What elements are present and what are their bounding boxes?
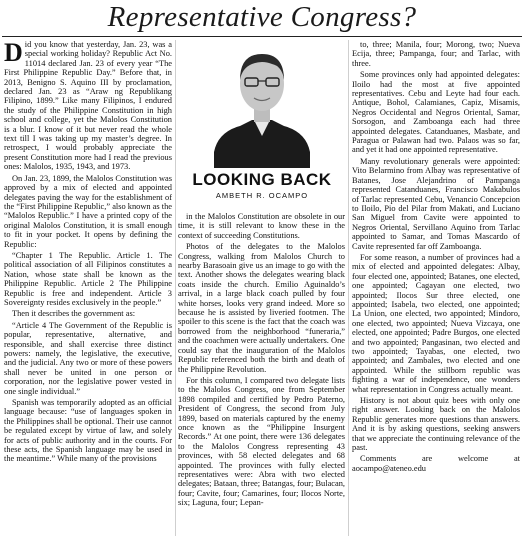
paragraph: Spanish was temporarily adopted as an official language because: “use of languages spoken in the Philippines shall be optional. Their use cannot be regulated except by virtue of law, and solely for acts of public authority and in the courts. For these acts, the Spanish language may be used in the meantime.” While many of the provisions <box>4 398 172 464</box>
columnist-header <box>180 40 344 208</box>
paragraph: For this column, I compared two delegate lists to the Malolos Congress, one from September 1898 compiled and certified by Pedro Paterno, President of Congress, the second from July 1899, based on materials captured by the enemy once known as the “Philippine Insurgent Records.” At one point, there were 136 delegates to the Malolos Congress representing 43 provinces, with 58 elected delegates and 68 appointed. The provinces with fully elected representatives were: Abra with two elected delegates; Bataan, three; Batangas, four; Bulacan, four; Cavite, four; Camarines, four; Ilocos Norte, six; Laguna, four; Lepan- <box>178 375 345 508</box>
column-divider <box>348 40 349 536</box>
contact-email: Comments are welcome at aocampo@ateneo.edu <box>352 454 520 473</box>
paragraph: Some provinces only had appointed delegates: Iloilo had the most at five appointed representatives. Cebu and Leyte had four each. Antique, Bohol, Calamianes, Capiz, Misamis, Negros Occidental and Negros Oriental, Samar, Sorsogon, and Zamboanga each had three appointed delegates. Catanduanes, Masbate, and Paragua or Palawan had two. Palaos was so far, and yet it had one appointed representative. <box>352 70 520 155</box>
text-column-2 <box>178 212 345 538</box>
paragraph: “Article 4 The Government of the Republic is popular, representative, alternative, and responsible, and shall exercise three distinct powers: namely, the legislative, the executive, and the judicial. Any two or more of these powers shall never be united in one person or corporation, nor the legislative power vested in one single individual.” <box>4 320 172 396</box>
paragraph: Photos of the delegates to the Malolos Congress, walking from Malolos Church to nearby Barasoain give us an image to go with the text. Another shows the delegates wearing black coats inside the church. Emilio Aguinaldo’s arrival, in a large black coach pulled by four white horses, looks very grand indeed. More so because he is assisted by liveried footmen. The spoiler to this scene is the fact that the coach was borrowed from the neighborhood “funeraria,” and the coachmen were actually undertakers. One could say that the inauguration of the Malolos Republic referenced both the birth and death of the Philippine Revolution. <box>178 242 345 374</box>
paragraph: in the Malolos Constitution are obsolete in our time, it is still relevant to know these in the context of succeeding Constitutions. <box>178 212 345 240</box>
text-column-1 <box>4 40 172 538</box>
paragraph: Did you know that yesterday, Jan. 23, was a special working holiday? Republic Act No. 11014 declared Jan. 23 of every year “The First Philippine Republic Day.” Before that, in 2013, Benigno S. Aquino III by proclamation, declared Jan. 23 as “Araw ng Republikang Filipino, 1899.” Like many Filipinos, I endured the study of the Philippine Constitution in high school and college, yet the Malolos Constitution is a blur. I know of it but never read the whole text till I was taking up my master’s degree. In retrospect, I would probably appreciate the present Constitution more had I read the previous ones: Malolos, 1935, 1943, and 1973. <box>4 40 172 172</box>
title-rule <box>2 36 522 37</box>
paragraph: “Chapter 1 The Republic. Article 1. The political association of all Filipinos constitutes a Nation, whose state shall be known as the Philippine Republic. Article 2 The Philippine Republic is free and independent. Article 3 Sovereignty resides exclusively in the people.” <box>4 250 172 307</box>
column-name: LOOKING BACK <box>192 170 332 189</box>
author-byline: AMBETH R. OCAMPO <box>215 191 309 200</box>
drop-cap: D <box>4 40 23 67</box>
columnist-photo <box>210 40 314 168</box>
paragraph: For some reason, a number of provinces had a mix of elected and appointed delegates: Albay, four elected one, appointed; Batanes, one elected, one appointed; Cagayan one elected, two appointed; Ilocos Sur three elected, one appointed; Isabela, two elected, one appointed; La Union, one elected, two appointed; Mindoro, one elected, two appointed; Nueva Vizcaya, one elected, one appointed; Padre Burgos, one elected and two appointed; Pangasinan, two elected and two appointed; Tayabas, one elected, two appointed; and Zambales, two elected and one appointed. While the stillborn republic was fighting a war of independence, one wonders what representation in Congress actually meant. <box>352 252 520 394</box>
article-title: Representative Congress? <box>107 1 417 33</box>
paragraph: Then it describes the government as: <box>12 309 136 319</box>
paragraph: Many revolutionary generals were appointed: Vito Belarmino from Albay was representative of Batanes, Jose Alejandrino of Pampanga represented Catanduanes, Francisco Makabulos of Tarlac represented Cebu, Venancio Concepcion to Iloilo, Pio del Pilar from Makati, and Luciano San Miguel from Cavite were appointed to Negros Oriental, Servillano Aquino from Tarlac appointed to Samar, and Tomas Mascardo of Cavite represented far off Zamboanga. <box>352 156 520 251</box>
paragraph: On Jan. 23, 1899, the Malolos Constitution was approved by a mix of elected and appointed delegates paving the way for the establishment of the “First Philippine Republic,” also known as the “Malolos Republic.” I have a printed copy of the original Malolos Constitution, it is small enough to fit in your pocket. It opens by defining the Republic: <box>4 173 172 249</box>
author-portrait-icon <box>210 40 314 168</box>
paragraph: to, three; Manila, four; Morong, two; Nueva Ecija, three; Pampanga, four; and Tarlac, with three. <box>352 40 520 68</box>
column-divider <box>175 40 176 536</box>
text-column-3 <box>352 40 520 538</box>
paragraph: History is not about quiz bees with only one right answer. Looking back on the Malolos Republic generates more questions than answers. And it is by asking questions, seeking answers that we appreciate the continuing relevance of the past. <box>352 396 520 453</box>
